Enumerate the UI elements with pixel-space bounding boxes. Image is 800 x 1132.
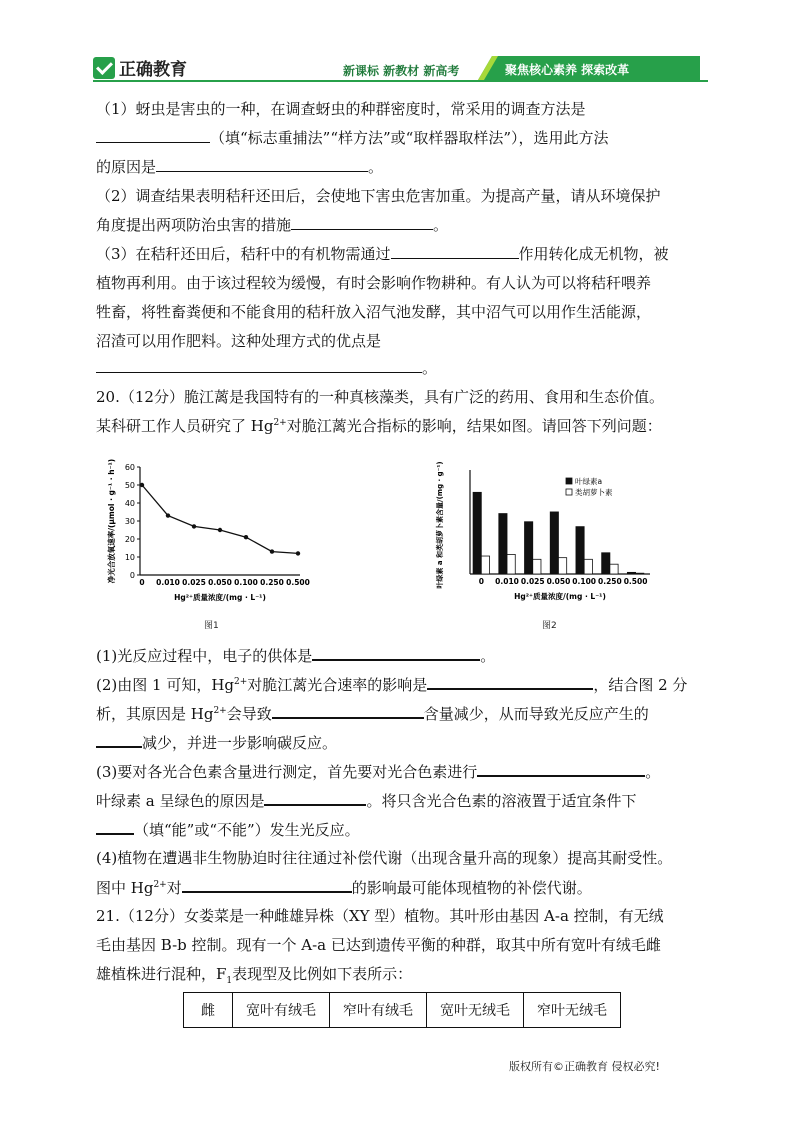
q20-s2-line2 xyxy=(96,703,649,724)
q19-p2-line2 xyxy=(96,215,448,235)
q19-p2-line1: （2）调查结果表明秸秆还田后，会使地下害虫危害加重。为提高产量，请从环境保护 xyxy=(96,187,661,205)
bar-chlorophyll-a xyxy=(525,522,533,574)
q20-s4-text-2: 对 xyxy=(166,879,182,897)
q20-s4-text-3: 的影响最可能体现植物的补偿代谢。 xyxy=(351,879,592,897)
q20-s2-text-2: 对脆江蓠光合速率的影响是 xyxy=(247,676,428,694)
answer-blank[interactable] xyxy=(477,761,645,777)
q19-p1-line2 xyxy=(96,128,609,148)
x-tick-label: 0.500 xyxy=(286,578,310,587)
q20-s2-line2-text-3: 含量减少，从而导致光反应产生的 xyxy=(423,705,649,723)
answer-blank[interactable] xyxy=(427,674,593,690)
y-tick-label: 50 xyxy=(124,481,135,490)
q20-s1 xyxy=(96,645,495,666)
superscript: 2+ xyxy=(234,677,248,687)
bar-carotenoid xyxy=(584,559,592,574)
q19-p3-line1-text: （3）在秸秆还田后，秸秆中的有机物需通过 xyxy=(96,245,391,263)
x-tick-label: 0.025 xyxy=(520,577,545,586)
data-point xyxy=(218,528,222,532)
slogan-left: 新课标 新教材 新高考 xyxy=(343,64,460,78)
footer-copyright: 版权所有©正确教育 侵权必究! xyxy=(509,1060,660,1073)
superscript: 2+ xyxy=(273,418,287,428)
q20-s4-line2 xyxy=(96,877,592,898)
q20-intro-text: 某科研工作人员研究了 Hg xyxy=(96,417,274,435)
legend-swatch xyxy=(566,478,572,484)
answer-blank[interactable] xyxy=(96,128,210,143)
q20-s3-line1 xyxy=(96,761,660,782)
bar-carotenoid xyxy=(610,564,618,574)
answer-blank[interactable] xyxy=(156,157,368,172)
y-tick-label: 10 xyxy=(124,553,135,562)
x-tick-label: 0.050 xyxy=(546,577,571,586)
q20-s3-line3-text: （填“能”或“不能”）发生光反应。 xyxy=(134,821,360,839)
q20-s3-text: (3)要对各光合色素含量进行测定，首先要对光合色素进行 xyxy=(96,763,478,781)
q21-line3-text-2: 表现型及比例如下表所示： xyxy=(232,965,413,983)
q19-p3-line1-end: 作用转化成无机物，被 xyxy=(518,245,669,263)
q19-p3-line3: 牲畜，将牲畜粪便和不能食用的秸秆放入沼气池发酵，其中沼气可以用作生活能源， xyxy=(96,303,652,321)
x-tick-label: 0.100 xyxy=(572,577,597,586)
x-tick-label: 0 xyxy=(478,577,484,586)
bar-chlorophyll-a xyxy=(576,527,584,574)
q20-s2-line2-text: 析，其原因是 Hg xyxy=(96,705,214,723)
y-tick-label: 40 xyxy=(124,499,135,508)
x-tick-label: 0.010 xyxy=(495,577,519,586)
q20-s3-line2-text: 叶绿素 a 呈绿色的原因是 xyxy=(96,792,265,810)
figure-1-caption: 图1 xyxy=(204,621,219,631)
data-point xyxy=(270,549,274,553)
y-tick-label: 30 xyxy=(124,517,135,526)
y-tick-label: 60 xyxy=(124,463,135,472)
bar-carotenoid xyxy=(533,559,541,574)
bar-chlorophyll-a xyxy=(499,514,507,574)
y-tick-label: 0 xyxy=(129,571,135,580)
q20-intro-text-2: 对脆江蓠光合指标的影响，结果如图。请回答下列问题： xyxy=(286,417,662,435)
figure-2-caption: 图2 xyxy=(542,621,557,631)
data-point xyxy=(140,483,144,487)
table-cell: 宽叶有绒毛 xyxy=(233,993,330,1028)
answer-blank[interactable] xyxy=(272,703,424,719)
y-axis-label: 叶绿素 a 和类胡萝卜素含量/(mg · g⁻¹) xyxy=(436,461,444,589)
q19-p1-line3-end: 。 xyxy=(368,158,384,176)
q20-s1-text: (1)光反应过程中，电子的供体是 xyxy=(96,647,313,665)
table-row xyxy=(184,993,621,1028)
q19-p3-line5 xyxy=(96,358,437,378)
logo-text: 正确教育 xyxy=(119,60,187,80)
x-tick-label: 0.500 xyxy=(623,577,648,586)
q20-s2-line1 xyxy=(96,674,687,695)
x-axis-label: Hg²⁺质量浓度/(mg · L⁻¹) xyxy=(514,592,606,601)
q20-intro-line1: 20.（12分）脆江蓠是我国特有的一种真核藻类，具有广泛的药用、食用和生态价值。 xyxy=(96,388,664,406)
q21-line1: 21.（12分）女娄菜是一种雌雄异株（XY 型）植物。其叶形由基因 A-a 控制，有无绒 xyxy=(96,907,664,925)
subscript: 1 xyxy=(226,976,233,986)
q20-s2-line3-text: 减少，并进一步影响碳反应。 xyxy=(142,734,338,752)
answer-blank[interactable] xyxy=(96,358,422,373)
slogan-right: 聚焦核心素养 探索改革 xyxy=(505,63,630,77)
q20-s2-text: (2)由图 1 可知，Hg xyxy=(96,676,235,694)
check-icon xyxy=(93,57,115,79)
legend-swatch xyxy=(566,489,572,495)
x-tick-label: 0.050 xyxy=(208,578,232,587)
q21-line2: 毛由基因 B-b 控制。现有一个 A-a 已达到遗传平衡的种群，取其中所有宽叶有绒毛雌 xyxy=(96,936,661,954)
q20-intro-line2 xyxy=(96,416,662,436)
data-point xyxy=(296,551,300,555)
q19-p2-line2-text: 角度提出两项防治虫害的措施 xyxy=(96,216,292,234)
q20-s3-line3 xyxy=(96,819,360,840)
q19-p3-line5-end: 。 xyxy=(422,359,438,377)
bar-carotenoid xyxy=(481,556,489,574)
x-tick-label: 0.100 xyxy=(234,578,258,587)
q21-line3-text: 雄植株进行混种，F xyxy=(96,965,227,983)
table-cell: 宽叶无绒毛 xyxy=(427,993,524,1028)
q21-line3 xyxy=(96,964,412,984)
f1-phenotype-table xyxy=(183,992,621,1028)
q19-p3-line1 xyxy=(96,244,669,264)
x-axis-label: Hg²⁺质量浓度/(mg · L⁻¹) xyxy=(174,593,266,602)
y-tick-label: 20 xyxy=(124,535,135,544)
legend-label: 类胡萝卜素 xyxy=(575,488,613,497)
data-point xyxy=(192,524,196,528)
table-cell: 雌 xyxy=(184,993,233,1028)
data-point xyxy=(244,535,248,539)
table-cell: 窄叶有绒毛 xyxy=(330,993,427,1028)
bar-carotenoid xyxy=(507,554,515,574)
bar-chlorophyll-a xyxy=(550,512,558,574)
y-axis-label: 净光合放氧速率/(μmol · g⁻¹ · h⁻¹) xyxy=(107,458,116,584)
superscript: 2+ xyxy=(153,880,167,890)
bar-chlorophyll-a xyxy=(602,553,610,574)
answer-blank[interactable] xyxy=(264,790,366,806)
superscript: 2+ xyxy=(213,706,227,716)
bar-chlorophyll-a xyxy=(473,492,481,574)
answer-blank[interactable] xyxy=(96,732,142,748)
x-tick-label: 0.025 xyxy=(182,578,206,587)
q19-p3-line2: 植物再利用。由于该过程较为缓慢，有时会影响作物耕种。有人认为可以将秸秆喂养 xyxy=(96,274,652,292)
series-line xyxy=(142,485,298,553)
q20-s3-line2-text-2: 。将只含光合色素的溶液置于适宜条件下 xyxy=(366,792,637,810)
q20-s1-end: 。 xyxy=(480,647,496,665)
q19-p3-line4: 沼渣可以用作肥料。这种处理方式的优点是 xyxy=(96,332,382,350)
q19-p2-line2-end: 。 xyxy=(433,216,449,234)
q20-s3-end: 。 xyxy=(645,763,661,781)
q20-s4-text: 图中 Hg xyxy=(96,879,154,897)
q20-s3-line2 xyxy=(96,790,637,811)
q20-s2-line3 xyxy=(96,732,337,753)
table-cell: 窄叶无绒毛 xyxy=(524,993,621,1028)
answer-blank[interactable] xyxy=(312,645,480,661)
q20-s2-line2-text-2: 会导致 xyxy=(226,705,272,723)
answer-blank[interactable] xyxy=(291,215,433,230)
answer-blank[interactable] xyxy=(96,819,134,835)
page-header xyxy=(0,0,800,86)
x-tick-label: 0.010 xyxy=(156,578,180,587)
q20-s2-text-3: ，结合图 2 分 xyxy=(593,676,688,694)
q19-p1-line2-text: （填“标志重捕法”“样方法”或“取样器取样法”），选用此方法 xyxy=(210,129,609,147)
bar-carotenoid xyxy=(636,573,644,574)
bar-carotenoid xyxy=(558,558,566,574)
figure-1-line-chart xyxy=(100,455,320,630)
x-tick-label: 0 xyxy=(139,578,145,587)
x-tick-label: 0.250 xyxy=(598,577,622,586)
q20-s4-line1: (4)植物在遭遇非生物胁迫时往往通过补偿代谢（出现含量升高的现象）提高其耐受性。 xyxy=(96,849,673,867)
logo xyxy=(93,55,187,80)
q19-p1-line3-text: 的原因是 xyxy=(96,158,157,176)
header-divider xyxy=(93,80,708,82)
legend-label: 叶绿素a xyxy=(575,477,603,486)
bar-chlorophyll-a xyxy=(627,572,635,574)
figure-2-bar-chart xyxy=(428,448,658,630)
answer-blank[interactable] xyxy=(182,877,352,893)
x-tick-label: 0.250 xyxy=(260,578,284,587)
answer-blank[interactable] xyxy=(391,244,519,259)
q19-p1-line1: （1）蚜虫是害虫的一种，在调查蚜虫的种群密度时，常采用的调查方法是 xyxy=(96,100,586,118)
data-point xyxy=(166,513,170,517)
q19-p1-line3 xyxy=(96,157,383,177)
